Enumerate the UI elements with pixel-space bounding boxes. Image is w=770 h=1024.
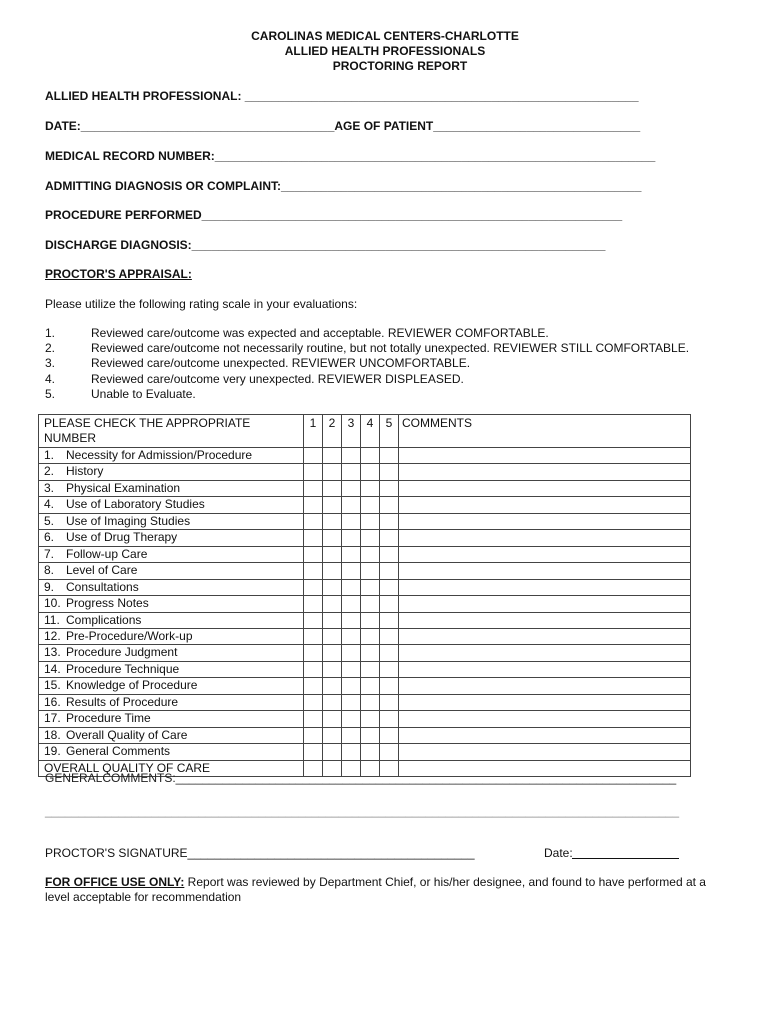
comments-cell[interactable]: [399, 448, 691, 464]
rating-cell-1[interactable]: [304, 530, 323, 546]
rating-cell-2[interactable]: [323, 678, 342, 694]
rating-cell-1[interactable]: [304, 678, 323, 694]
rating-cell-2[interactable]: [323, 744, 342, 760]
criterion-number: 19.: [44, 744, 61, 759]
rating-cell-2[interactable]: [323, 497, 342, 513]
date-age-field[interactable]: DATE:______________________________________AGE OF PATIENT_______________________________: [45, 119, 641, 133]
rating-cell-2[interactable]: [323, 579, 342, 595]
rating-cell-1[interactable]: [304, 596, 323, 612]
table-row: [39, 661, 691, 677]
rating-cell-2[interactable]: [323, 513, 342, 529]
rating-cell-1[interactable]: [304, 448, 323, 464]
comments-cell[interactable]: [399, 661, 691, 677]
office-use-line-1: [45, 875, 706, 890]
rating-cell-3[interactable]: [342, 464, 361, 480]
rating-cell-2[interactable]: [323, 530, 342, 546]
scale-description: Reviewed care/outcome was expected and acceptable. REVIEWER COMFORTABLE.: [91, 326, 549, 340]
table-row: [39, 727, 691, 743]
comments-cell[interactable]: [399, 546, 691, 562]
evaluation-table: [38, 414, 691, 777]
rating-cell-3[interactable]: [342, 579, 361, 595]
rating-cell-3[interactable]: [342, 645, 361, 661]
comments-cell[interactable]: [399, 596, 691, 612]
criterion-text: Knowledge of Procedure: [66, 678, 198, 693]
rating-cell-1[interactable]: [304, 546, 323, 562]
office-use-line-2: level acceptable for recommendation: [45, 890, 242, 904]
rating-cell-5[interactable]: [380, 744, 399, 760]
criterion-text: Use of Imaging Studies: [66, 513, 191, 528]
scale-description: Reviewed care/outcome unexpected. REVIEWER UNCOMFORTABLE.: [91, 356, 471, 371]
table-row: [39, 711, 691, 727]
criterion-label: [39, 661, 304, 677]
rating-cell-4[interactable]: [361, 563, 380, 579]
appraisal-heading: PROCTOR'S APPRAISAL:: [45, 267, 192, 281]
rating-cell-2[interactable]: [323, 563, 342, 579]
rating-cell-1[interactable]: [304, 744, 323, 760]
criterion-label: [39, 579, 304, 595]
comments-cell[interactable]: [399, 563, 691, 579]
allied-professional-field[interactable]: ALLIED HEALTH PROFESSIONAL: ___________________________________________________________: [45, 89, 639, 103]
table-row: [39, 744, 691, 760]
comments-cell[interactable]: [399, 645, 691, 661]
rating-cell-5[interactable]: [380, 530, 399, 546]
criterion-number: 9.: [44, 579, 55, 594]
header-line-2: ALLIED HEALTH PROFESSIONALS: [284, 44, 486, 58]
rating-cell-1[interactable]: [304, 513, 323, 529]
rating-cell-4[interactable]: [361, 727, 380, 743]
comments-cell[interactable]: [399, 513, 691, 529]
comments-cell[interactable]: [399, 480, 691, 496]
rating-cell-4[interactable]: [361, 448, 380, 464]
criterion-number: 13.: [44, 645, 61, 660]
rating-cell-5[interactable]: [380, 596, 399, 612]
table-row: [39, 480, 691, 496]
rating-cell-2[interactable]: [323, 694, 342, 710]
rating-cell-5[interactable]: [380, 678, 399, 694]
comments-cell[interactable]: [399, 678, 691, 694]
rating-cell-2[interactable]: [323, 546, 342, 562]
rating-cell-3[interactable]: [342, 612, 361, 628]
rating-cell-1[interactable]: [304, 711, 323, 727]
criterion-text: Pre-Procedure/Work-up: [66, 628, 193, 643]
criterion-text: Necessity for Admission/Procedure: [66, 448, 253, 462]
criterion-label: [39, 497, 304, 513]
criterion-number: 15.: [44, 678, 61, 693]
table-row: [39, 596, 691, 612]
rating-cell-2[interactable]: [323, 727, 342, 743]
table-row: [39, 563, 691, 579]
comments-cell[interactable]: [399, 612, 691, 628]
table-row: [39, 694, 691, 710]
table-row: [39, 448, 691, 464]
rating-cell-5[interactable]: [380, 612, 399, 628]
criterion-number: 4.: [44, 497, 55, 512]
comments-cell[interactable]: [399, 497, 691, 513]
table-row: [39, 530, 691, 546]
criterion-text: Level of Care: [66, 563, 138, 578]
rating-cell-5[interactable]: [380, 497, 399, 513]
rating-cell-5[interactable]: [380, 628, 399, 644]
rating-cell-5[interactable]: [380, 513, 399, 529]
rating-cell-3[interactable]: [342, 530, 361, 546]
scale-description: Unable to Evaluate.: [91, 386, 196, 401]
rating-cell-4[interactable]: [361, 464, 380, 480]
comments-cell[interactable]: [399, 694, 691, 710]
rating-cell-5[interactable]: [380, 711, 399, 727]
discharge-diagnosis-field[interactable]: DISCHARGE DIAGNOSIS:______________________________________________________________: [45, 238, 606, 252]
rating-cell-1[interactable]: [304, 563, 323, 579]
criterion-label: [39, 464, 304, 480]
office-use-text: Report was reviewed by Department Chief, or his/her designee, and found to have performed at a: [184, 875, 706, 889]
criterion-text: General Comments: [66, 744, 171, 759]
overall-quality-label: OVERALL QUALITY OF CARE: [39, 760, 304, 776]
rating-cell-5[interactable]: [380, 579, 399, 595]
criterion-label: [39, 694, 304, 710]
table-row: [39, 678, 691, 694]
rating-cell-4[interactable]: [361, 546, 380, 562]
rating-cell-1[interactable]: [304, 480, 323, 496]
office-use-label: FOR OFFICE USE ONLY:: [45, 875, 185, 889]
rating-cell-1[interactable]: [304, 645, 323, 661]
comments-cell[interactable]: [399, 464, 691, 480]
column-2-header: 2: [323, 415, 342, 448]
scale-number: 1.: [45, 326, 56, 340]
rating-cell-2[interactable]: [323, 596, 342, 612]
proctor-signature-field[interactable]: PROCTOR'S SIGNATURE___________________________________________: [45, 846, 475, 860]
medical-record-number-field[interactable]: MEDICAL RECORD NUMBER:__________________________________________________________________: [45, 149, 656, 163]
criterion-label: [39, 645, 304, 661]
rating-cell-2[interactable]: [323, 645, 342, 661]
criterion-label: [39, 546, 304, 562]
criterion-label: [39, 711, 304, 727]
rating-cell-2[interactable]: [323, 661, 342, 677]
comments-cell[interactable]: [399, 711, 691, 727]
criterion-label: [39, 563, 304, 579]
criterion-number: 16.: [44, 694, 61, 709]
rating-cell-5[interactable]: [380, 563, 399, 579]
comments-header: COMMENTS: [399, 415, 691, 448]
criterion-text: Overall Quality of Care: [66, 727, 188, 742]
column-3-header: 3: [342, 415, 361, 448]
rating-cell-4[interactable]: [361, 744, 380, 760]
criterion-text: Results of Procedure: [66, 694, 179, 709]
rating-cell-4[interactable]: [361, 628, 380, 644]
rating-cell-4[interactable]: [361, 678, 380, 694]
rating-cell-1[interactable]: [304, 628, 323, 644]
rating-cell-5[interactable]: [380, 645, 399, 661]
criterion-number: 14.: [44, 661, 61, 676]
column-4-header: 4: [361, 415, 380, 448]
rating-cell-3[interactable]: [342, 513, 361, 529]
scale-number: 3.: [45, 356, 56, 371]
criterion-text: Use of Drug Therapy: [66, 530, 178, 545]
rating-cell-3[interactable]: [342, 711, 361, 727]
rating-cell-3[interactable]: [342, 596, 361, 612]
criterion-label: [39, 744, 304, 760]
table-row: [39, 628, 691, 644]
rating-cell-4[interactable]: [361, 530, 380, 546]
rating-cell-3[interactable]: [342, 480, 361, 496]
criterion-text: Consultations: [66, 579, 139, 594]
rating-cell-5[interactable]: [380, 727, 399, 743]
criterion-text: Progress Notes: [66, 596, 149, 611]
table-row: [39, 546, 691, 562]
rating-cell-3[interactable]: [342, 628, 361, 644]
rating-cell-1[interactable]: [304, 612, 323, 628]
rating-cell-2[interactable]: [323, 711, 342, 727]
criterion-label: [39, 628, 304, 644]
scale-number: 5.: [45, 386, 56, 401]
comments-cell[interactable]: [399, 579, 691, 595]
rating-cell-4[interactable]: [361, 711, 380, 727]
criterion-number: 17.: [44, 711, 61, 726]
rating-cell-4[interactable]: [361, 645, 380, 661]
rating-cell-2[interactable]: [323, 448, 342, 464]
rating-cell-5[interactable]: [380, 480, 399, 496]
table-row: [39, 464, 691, 480]
criterion-number: 8.: [44, 563, 55, 578]
criterion-text: Procedure Technique: [66, 661, 180, 676]
rating-cell-4[interactable]: [361, 579, 380, 595]
criterion-text: Procedure Time: [66, 711, 151, 726]
rating-cell-4[interactable]: [361, 497, 380, 513]
comments-cell[interactable]: [399, 628, 691, 644]
rating-cell-5[interactable]: [380, 464, 399, 480]
header-line-1: CAROLINAS MEDICAL CENTERS-CHARLOTTE: [251, 29, 519, 43]
table-row: [39, 645, 691, 661]
signature-date-label: Date:: [544, 846, 573, 860]
rating-cell-3[interactable]: [342, 678, 361, 694]
criterion-label: [39, 678, 304, 694]
criterion-number: 1.: [44, 448, 55, 462]
rating-cell-1[interactable]: [304, 464, 323, 480]
criterion-text: Procedure Judgment: [66, 645, 178, 660]
table-row: [39, 612, 691, 628]
criterion-text: Complications: [66, 612, 142, 627]
criterion-number: 5.: [44, 513, 55, 528]
rating-cell-1[interactable]: [304, 579, 323, 595]
scale-number: 4.: [45, 371, 56, 386]
rating-cell-4[interactable]: [361, 480, 380, 496]
criterion-number: 6.: [44, 530, 55, 545]
criterion-label: [39, 448, 304, 464]
header-label-line-2: NUMBER: [44, 431, 97, 446]
rating-cell-2[interactable]: [323, 628, 342, 644]
rating-cell-5[interactable]: [380, 448, 399, 464]
criterion-label: [39, 727, 304, 743]
rating-cell-3[interactable]: [342, 563, 361, 579]
table-row: [39, 579, 691, 595]
rating-cell-3[interactable]: [342, 448, 361, 464]
header-label-line-1: PLEASE CHECK THE APPROPRIATE: [44, 416, 251, 430]
rating-cell-4[interactable]: [361, 596, 380, 612]
criterion-number: 2.: [44, 464, 55, 479]
rating-cell-3[interactable]: [342, 497, 361, 513]
rating-cell-2[interactable]: [323, 480, 342, 496]
rating-cell-2[interactable]: [323, 612, 342, 628]
rating-cell-2[interactable]: [323, 464, 342, 480]
general-comments-line-2[interactable]: _______________________________________________________________________________________________: [45, 804, 680, 818]
criterion-number: 11.: [44, 612, 60, 627]
criterion-number: 10.: [44, 596, 61, 611]
rating-scale-intro: Please utilize the following rating scale in your evaluations:: [45, 297, 358, 311]
scale-number: 2.: [45, 341, 56, 356]
comments-cell[interactable]: [399, 727, 691, 743]
criterion-number: 7.: [44, 546, 55, 561]
rating-cell-4[interactable]: [361, 612, 380, 628]
criterion-text: Use of Laboratory Studies: [66, 497, 205, 512]
criterion-number: 12.: [44, 628, 61, 643]
rating-cell-1[interactable]: [304, 694, 323, 710]
rating-cell-3[interactable]: [342, 661, 361, 677]
rating-cell-4[interactable]: [361, 513, 380, 529]
signature-date-line[interactable]: [572, 858, 679, 859]
rating-cell-1[interactable]: [304, 727, 323, 743]
rating-cell-4[interactable]: [361, 694, 380, 710]
rating-cell-3[interactable]: [342, 744, 361, 760]
column-1-header: 1: [304, 415, 323, 448]
criterion-label: [39, 513, 304, 529]
rating-cell-4[interactable]: [361, 661, 380, 677]
rating-cell-5[interactable]: [380, 694, 399, 710]
criterion-text: History: [66, 464, 104, 479]
criterion-label: [39, 480, 304, 496]
table-header-label: [39, 415, 304, 448]
general-comments-field[interactable]: GENERALCOMMENTS:___________________________________________________________________________: [45, 771, 677, 785]
admitting-diagnosis-field[interactable]: ADMITTING DIAGNOSIS OR COMPLAINT:______________________________________________________: [45, 179, 642, 193]
rating-cell-3[interactable]: [342, 727, 361, 743]
rating-cell-5[interactable]: [380, 546, 399, 562]
rating-cell-1[interactable]: [304, 497, 323, 513]
scale-description: Reviewed care/outcome very unexpected. REVIEWER DISPLEASED.: [91, 371, 464, 386]
criterion-number: 3.: [44, 480, 55, 495]
criterion-label: [39, 530, 304, 546]
header-line-3: PROCTORING REPORT: [332, 59, 468, 73]
table-row: [39, 513, 691, 529]
scale-description: Reviewed care/outcome not necessarily routine, but not totally unexpected. REVIEWER STILL COMFORTABLE.: [91, 341, 690, 356]
procedure-performed-field[interactable]: PROCEDURE PERFORMED_______________________________________________________________: [45, 208, 623, 222]
criterion-text: Physical Examination: [66, 480, 181, 495]
table-row: [39, 497, 691, 513]
criterion-label: [39, 596, 304, 612]
criterion-label: [39, 612, 304, 628]
criterion-number: 18.: [44, 727, 61, 742]
criterion-text: Follow-up Care: [66, 546, 148, 561]
rating-cell-3[interactable]: [342, 546, 361, 562]
rating-cell-3[interactable]: [342, 694, 361, 710]
table-header-row: [39, 415, 691, 448]
comments-cell[interactable]: [399, 744, 691, 760]
column-5-header: 5: [380, 415, 399, 448]
rating-cell-1[interactable]: [304, 661, 323, 677]
comments-cell[interactable]: [399, 530, 691, 546]
rating-cell-5[interactable]: [380, 661, 399, 677]
